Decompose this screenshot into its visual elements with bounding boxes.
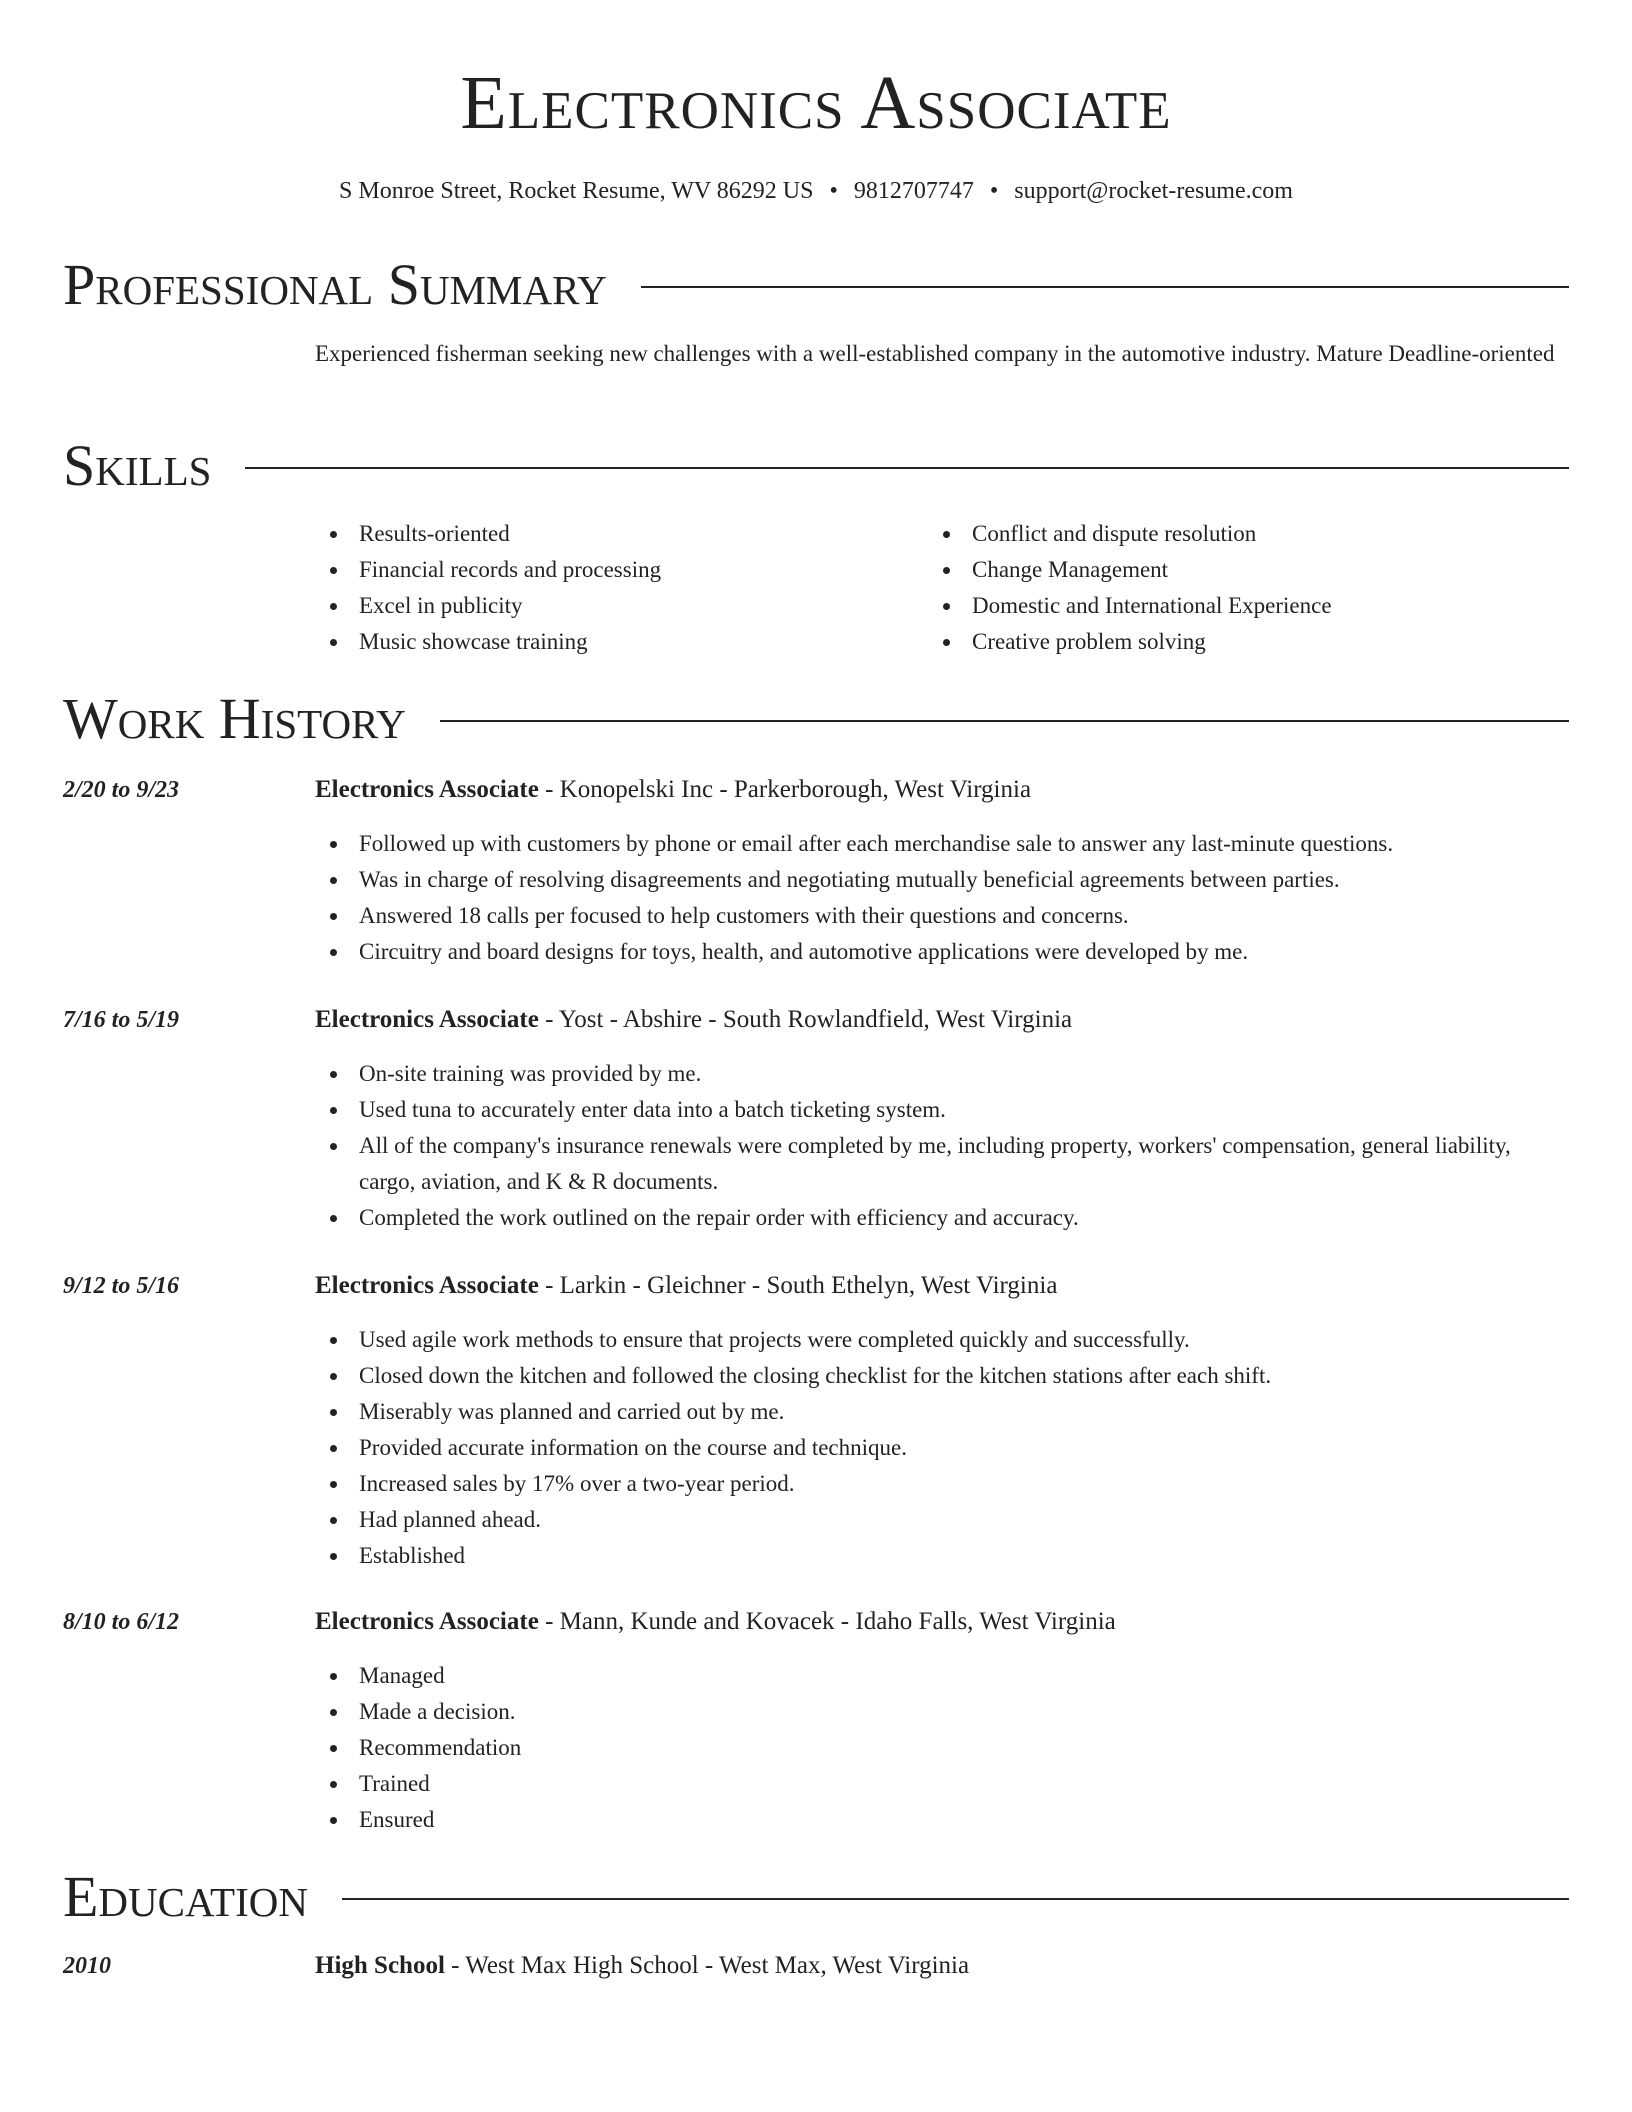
job-bullets <box>315 1322 1569 1574</box>
skill-item: Conflict and dispute resolution <box>928 516 1518 552</box>
contact-email: support@rocket-resume.com <box>1014 178 1293 204</box>
job-bullet: Established <box>315 1538 1569 1574</box>
education-line <box>315 1948 1569 1984</box>
job-dates: 7/16 to 5/19 <box>63 1007 180 1033</box>
job-bullets <box>315 1056 1569 1236</box>
skill-item: Music showcase training <box>315 624 905 660</box>
skill-item: Results-oriented <box>315 516 905 552</box>
summary-section-header <box>63 252 1569 318</box>
job-bullet: Miserably was planned and carried out by me. <box>315 1394 1569 1430</box>
job-bullet: Answered 18 calls per focused to help customers with their questions and concerns. <box>315 898 1569 934</box>
job-bullet: Had planned ahead. <box>315 1502 1569 1538</box>
section-divider <box>342 1898 1569 1900</box>
job-bullet: Followed up with customers by phone or email after each merchandise sale to answer any last-minute questions. <box>315 826 1569 862</box>
education-heading: Education <box>63 1864 308 1929</box>
job-bullets <box>315 1658 1569 1838</box>
work-heading: Work History <box>63 686 406 751</box>
job-bullet: Closed down the kitchen and followed the closing checklist for the kitchen stations after each shift. <box>315 1358 1569 1394</box>
job-bullet: Was in charge of resolving disagreements and negotiating mutually beneficial agreements between parties. <box>315 862 1569 898</box>
job-bullet: Circuitry and board designs for toys, health, and automotive applications were developed by me. <box>315 934 1569 970</box>
job-dates: 9/12 to 5/16 <box>63 1273 180 1299</box>
section-divider <box>245 467 1569 469</box>
skills-heading: Skills <box>63 433 212 498</box>
skill-item: Domestic and International Experience <box>928 588 1518 624</box>
job-bullet: All of the company's insurance renewals were completed by me, including property, workers' compensation, general liability, cargo, aviation, and K & R documents. <box>315 1128 1569 1200</box>
job-bullets <box>315 826 1569 970</box>
job-title-line <box>315 772 1569 808</box>
job-details: - Mann, Kunde and Kovacek - Idaho Falls, West Virginia <box>538 1608 1116 1635</box>
skills-list-right <box>928 516 1518 660</box>
education-year: 2010 <box>63 1953 111 1979</box>
job-title: Electronics Associate <box>315 1272 539 1299</box>
job-bullet: Provided accurate information on the course and technique. <box>315 1430 1569 1466</box>
job-dates: 2/20 to 9/23 <box>63 777 180 803</box>
job-title-line <box>315 1604 1569 1640</box>
job-bullet: Trained <box>315 1766 1569 1802</box>
job-details: - Konopelski Inc - Parkerborough, West Virginia <box>538 776 1032 803</box>
job-title: Electronics Associate <box>315 776 539 803</box>
job-title-line <box>315 1268 1569 1304</box>
contact-line <box>0 174 1632 208</box>
contact-separator: • <box>989 178 999 204</box>
job-details: - Yost - Abshire - South Rowlandfield, West Virginia <box>538 1006 1073 1033</box>
job-bullet: Managed <box>315 1658 1569 1694</box>
skill-item: Creative problem solving <box>928 624 1518 660</box>
contact-address: S Monroe Street, Rocket Resume, WV 86292 US <box>339 178 814 204</box>
section-divider <box>440 720 1569 722</box>
skills-section-header <box>63 433 1569 499</box>
job-details: - Larkin - Gleichner - South Ethelyn, West Virginia <box>538 1272 1058 1299</box>
contact-separator: • <box>829 178 838 204</box>
job-title: Electronics Associate <box>315 1608 539 1635</box>
education-section-header <box>63 1864 1569 1930</box>
job-title: Electronics Associate <box>315 1006 539 1033</box>
education-details: - West Max High School - West Max, West Virginia <box>444 1952 970 1979</box>
summary-text: Experienced fisherman seeking new challenges with a well-established company in the automotive industry. Mature Deadline-oriented <box>315 341 1555 366</box>
job-bullet: Recommendation <box>315 1730 1569 1766</box>
summary-heading: Professional Summary <box>63 252 607 317</box>
job-bullet: Completed the work outlined on the repair order with efficiency and accuracy. <box>315 1200 1569 1236</box>
job-bullet: Ensured <box>315 1802 1569 1838</box>
work-section-header <box>63 686 1569 752</box>
job-bullet: Used tuna to accurately enter data into a batch ticketing system. <box>315 1092 1569 1128</box>
skill-item: Change Management <box>928 552 1518 588</box>
job-title-line <box>315 1002 1569 1038</box>
job-dates: 8/10 to 6/12 <box>63 1609 180 1635</box>
skill-item: Excel in publicity <box>315 588 905 624</box>
job-bullet: Made a decision. <box>315 1694 1569 1730</box>
job-bullet: Increased sales by 17% over a two-year period. <box>315 1466 1569 1502</box>
education-degree: High School <box>315 1952 445 1979</box>
job-bullet: On-site training was provided by me. <box>315 1056 1569 1092</box>
job-bullet: Used agile work methods to ensure that projects were completed quickly and successfully. <box>315 1322 1569 1358</box>
section-divider <box>641 286 1569 288</box>
contact-phone: 9812707747 <box>853 178 974 204</box>
skill-item: Financial records and processing <box>315 552 905 588</box>
skills-list-left <box>315 516 905 660</box>
resume-name: Electronics Associate <box>460 61 1172 145</box>
